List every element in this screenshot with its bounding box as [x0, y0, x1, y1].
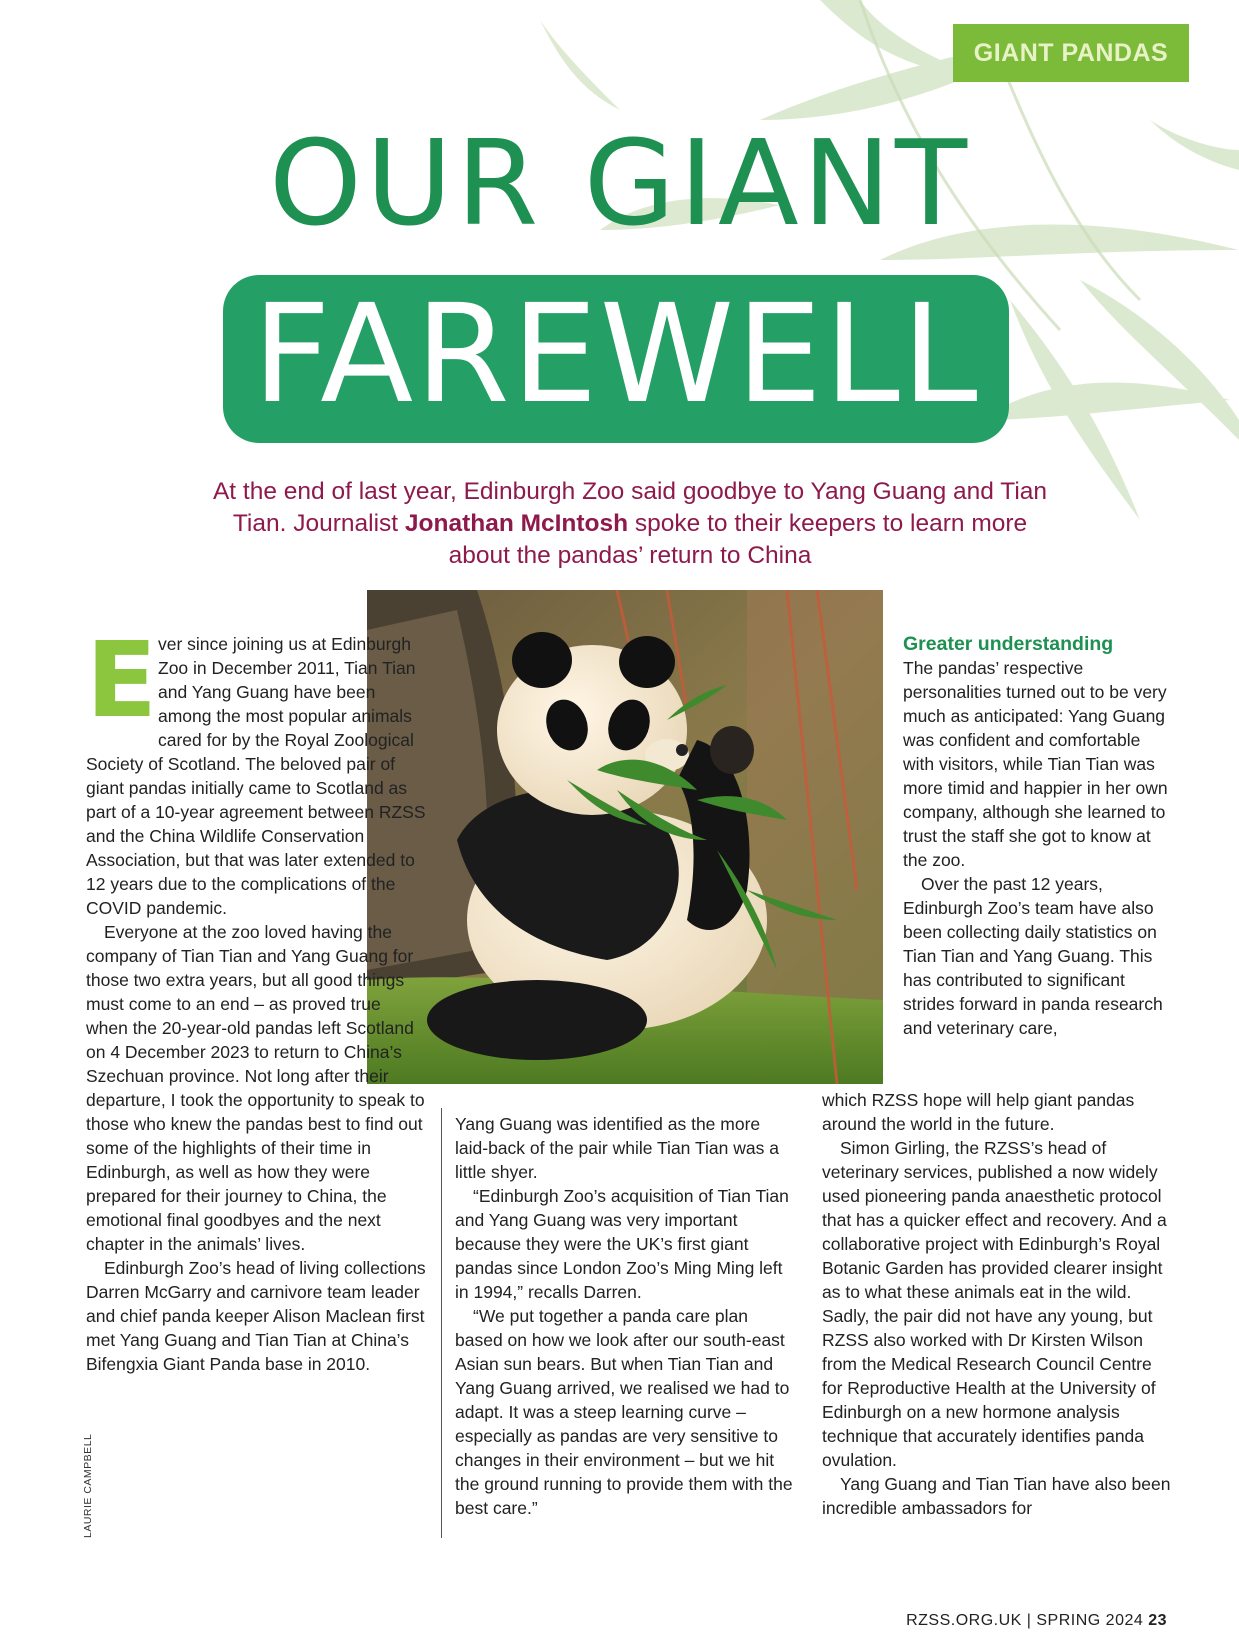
column-divider	[441, 1108, 442, 1538]
standfirst-author: Jonathan McIntosh	[404, 510, 629, 537]
paragraph: Yang Guang was identified as the more laid-back of the pair while Tian Tian was a little shyer.	[455, 1114, 779, 1182]
footer-site: RZSS.ORG.UK	[906, 1612, 1022, 1629]
headline-line-1: OUR GIANT	[268, 114, 972, 252]
paragraph: Over the past 12 years, Edinburgh Zoo’s team have also been collecting daily statistics on Tian Tian and Yang Guang. This has contributed to significant strides forward in panda research and veterinary care,	[903, 874, 1163, 1038]
footer-issue: SPRING 2024	[1036, 1612, 1149, 1629]
standfirst-text-before: At the end of last year, Edinburgh Zoo said goodbye to Yang Guang and Tian Tian. Journalist	[212, 478, 1048, 537]
paragraph: Edinburgh Zoo’s head of living collections Darren McGarry and carnivore team leader and chief panda keeper Alison Maclean first met Yang Guang and Tian Tian at China’s Bifengxia Giant Panda base in 2010.	[86, 1258, 426, 1374]
page-footer	[906, 1612, 1167, 1630]
drop-cap: E	[86, 619, 158, 741]
photo-credit: LAURIE CAMPBELL	[82, 1433, 94, 1538]
paragraph: Yang Guang and Tian Tian have also been incredible ambassadors for	[822, 1474, 1171, 1518]
giant-panda-eating-bamboo-photo	[367, 590, 883, 1084]
article-column-3-top	[903, 632, 1173, 1040]
paragraph: “Edinburgh Zoo’s acquisition of Tian Tian and Yang Guang was very important because they were the UK’s first giant pandas since London Zoo’s Ming Ming left in 1994,” recalls Darren.	[455, 1186, 789, 1302]
subhead: Greater understanding	[903, 633, 1114, 655]
article-column-1	[86, 619, 426, 1376]
footer-separator: |	[1021, 1612, 1037, 1629]
standfirst-text-after: spoke to their keepers to learn more about the pandas’ return to China	[448, 510, 1028, 569]
paragraph: The pandas’ respective personalities turned out to be very much as anticipated: Yang Guang was confident and comfortable with visitors, while Tian Tian was more timid and happier in her own company, although she learned to trust the staff she got to know at the zoo.	[903, 658, 1168, 870]
headline-line-2: FAREWELL	[252, 276, 980, 434]
paragraph: which RZSS hope will help giant pandas around the world in the future.	[822, 1090, 1135, 1134]
standfirst	[200, 476, 1060, 572]
paragraph: Simon Girling, the RZSS’s head of veterinary services, published a now widely used pioneering panda anaesthetic protocol that has a quicker effect and recovery. And a collaborative project with Edinburgh’s Royal Botanic Garden has provided clearer insight as to what these animals eat in the wild. Sadly, the pair did not have any young, but RZSS also worked with Dr Kirsten Wilson from the Medical Research Council Centre for Reproductive Health at the University of Edinburgh on a new hormone analysis technique that accurately identifies panda ovulation.	[822, 1138, 1167, 1470]
paragraph: “We put together a panda care plan based on how we look after our south-east Asian sun bears. But when Tian Tian and Yang Guang arrived, we realised we had to adapt. It was a steep learning curve – especially as pandas are very sensitive to changes in their environment – but we hit the ground running to provide them with the best care.”	[455, 1306, 793, 1518]
article-column-2	[455, 1112, 795, 1520]
article-column-3-bottom	[822, 1088, 1174, 1520]
paragraph: Everyone at the zoo loved having the company of Tian Tian and Yang Guang for those two extra years, but all good things must come to an end – as proved true when the 20-year-old pandas left Scotland on 4 December 2023 to return to China’s Szechuan province. Not long after their departure, I took the opportunity to speak to those who knew the pandas best to find out some of the highlights of their time in Edinburgh, as well as how they were prepared for their journey to China, the emotional final goodbyes and the next chapter in the animals’ lives.	[86, 922, 425, 1254]
section-tag: GIANT PANDAS	[953, 24, 1189, 82]
page-number: 23	[1148, 1612, 1167, 1629]
panda-photo	[367, 590, 883, 1084]
paragraph: ver since joining us at Edinburgh Zoo in December 2011, Tian Tian and Yang Guang have been among the most popular animals cared for by the Royal Zoological Society of Scotland. The beloved pair of giant pandas initially came to Scotland as part of a 10-year agreement between RZSS and the China Wildlife Conservation Association, but that was later extended to 12 years due to the complications of the COVID pandemic.	[86, 634, 426, 918]
